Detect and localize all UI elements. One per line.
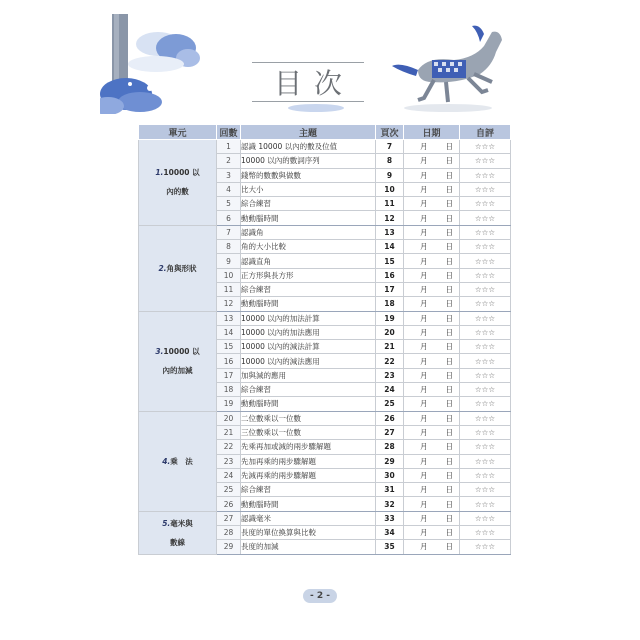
- day-label: 日: [445, 428, 453, 438]
- topic-cell: 先乘再加或減的兩步驟解題: [241, 440, 376, 454]
- day-label: 日: [445, 456, 453, 466]
- page-cell: 26: [376, 411, 404, 425]
- page-cell: 28: [376, 440, 404, 454]
- month-label: 月: [420, 199, 428, 209]
- day-label: 日: [445, 485, 453, 495]
- unit-cell: [139, 511, 217, 554]
- unit-name-line2: 內的數: [166, 187, 189, 197]
- unit-name-line2: 數線: [170, 537, 185, 547]
- topic-cell: 錢幣的數數與做數: [241, 168, 376, 182]
- session-number: 19: [217, 397, 241, 411]
- day-label: 日: [445, 342, 453, 352]
- day-label: 日: [445, 156, 453, 166]
- date-cell: [404, 425, 460, 439]
- month-label: 月: [420, 513, 428, 523]
- unit-number: 5.: [162, 518, 171, 528]
- self-rating-stars: ☆☆☆: [460, 354, 511, 368]
- month-label: 月: [420, 413, 428, 423]
- date-cell: [404, 140, 460, 154]
- session-number: 24: [217, 468, 241, 482]
- day-label: 日: [445, 513, 453, 523]
- month-label: 月: [420, 428, 428, 438]
- topic-cell: 先減再乘的兩步驟解題: [241, 468, 376, 482]
- date-cell: [404, 468, 460, 482]
- topic-cell: 10000 以內的加法應用: [241, 325, 376, 339]
- page-cell: 12: [376, 211, 404, 225]
- self-rating-stars: ☆☆☆: [460, 140, 511, 154]
- topic-cell: 綜合練習: [241, 282, 376, 296]
- session-number: 15: [217, 340, 241, 354]
- unit-number: 1.: [155, 168, 164, 178]
- date-cell: [404, 268, 460, 282]
- self-rating-stars: ☆☆☆: [460, 368, 511, 382]
- page-cell: 34: [376, 526, 404, 540]
- self-rating-stars: ☆☆☆: [460, 311, 511, 325]
- session-number: 8: [217, 240, 241, 254]
- date-cell: [404, 540, 460, 554]
- self-rating-stars: ☆☆☆: [460, 297, 511, 311]
- self-rating-stars: ☆☆☆: [460, 211, 511, 225]
- day-label: 日: [445, 299, 453, 309]
- page-cell: 31: [376, 483, 404, 497]
- topic-cell: 綜合練習: [241, 483, 376, 497]
- session-number: 25: [217, 483, 241, 497]
- topic-cell: 長度的加減: [241, 540, 376, 554]
- unit-name-line1: 角與形狀: [166, 263, 197, 273]
- month-label: 月: [420, 285, 428, 295]
- session-number: 28: [217, 526, 241, 540]
- session-number: 14: [217, 325, 241, 339]
- date-cell: [404, 225, 460, 239]
- date-cell: [404, 182, 460, 196]
- page-cell: 21: [376, 340, 404, 354]
- self-rating-stars: ☆☆☆: [460, 168, 511, 182]
- date-cell: [404, 254, 460, 268]
- session-number: 13: [217, 311, 241, 325]
- page-cell: 24: [376, 383, 404, 397]
- session-number: 3: [217, 168, 241, 182]
- topic-cell: 長度的單位換算與比較: [241, 526, 376, 540]
- day-label: 日: [445, 170, 453, 180]
- day-label: 日: [445, 385, 453, 395]
- topic-cell: 三位數乘以一位數: [241, 425, 376, 439]
- date-cell: [404, 211, 460, 225]
- month-label: 月: [420, 170, 428, 180]
- month-label: 月: [420, 370, 428, 380]
- header-topic: 主題: [241, 125, 376, 140]
- day-label: 日: [445, 328, 453, 337]
- date-cell: [404, 411, 460, 425]
- self-rating-stars: ☆☆☆: [460, 411, 511, 425]
- month-label: 月: [420, 528, 428, 538]
- date-cell: [404, 397, 460, 411]
- self-rating-stars: ☆☆☆: [460, 397, 511, 411]
- table-row: [139, 311, 511, 325]
- month-label: 月: [420, 142, 428, 152]
- page-cell: 9: [376, 168, 404, 182]
- date-cell: [404, 368, 460, 382]
- header-unit: 單元: [139, 125, 217, 140]
- month-label: 月: [420, 399, 428, 409]
- self-rating-stars: ☆☆☆: [460, 254, 511, 268]
- page-cell: 8: [376, 154, 404, 168]
- day-label: 日: [445, 270, 453, 280]
- date-cell: [404, 154, 460, 168]
- page-cell: 13: [376, 225, 404, 239]
- page-cell: 11: [376, 197, 404, 211]
- session-number: 1: [217, 140, 241, 154]
- day-label: 日: [445, 370, 453, 380]
- month-label: 月: [420, 328, 428, 337]
- page-cell: 22: [376, 354, 404, 368]
- day-label: 日: [445, 442, 453, 452]
- date-cell: [404, 354, 460, 368]
- session-number: 2: [217, 154, 241, 168]
- date-cell: [404, 497, 460, 511]
- session-number: 27: [217, 511, 241, 525]
- page-cell: 29: [376, 454, 404, 468]
- horse-illustration: [388, 22, 518, 114]
- unit-name-line1: 毫米與: [170, 518, 193, 528]
- topic-cell: 認識直角: [241, 254, 376, 268]
- day-label: 日: [445, 413, 453, 423]
- unit-cell: [139, 411, 217, 511]
- day-label: 日: [445, 213, 453, 223]
- topic-cell: 綜合練習: [241, 197, 376, 211]
- date-cell: [404, 511, 460, 525]
- month-label: 月: [420, 242, 428, 252]
- unit-cell: [139, 225, 217, 311]
- session-number: 26: [217, 497, 241, 511]
- session-number: 9: [217, 254, 241, 268]
- month-label: 月: [420, 185, 428, 195]
- table-row: [139, 511, 511, 525]
- topic-cell: 10000 以內的加法計算: [241, 311, 376, 325]
- toc-table: [138, 124, 511, 555]
- topic-cell: 動動腦時間: [241, 211, 376, 225]
- unit-number: 3.: [155, 347, 164, 357]
- page-number: - 2 -: [303, 589, 337, 603]
- session-number: 5: [217, 197, 241, 211]
- self-rating-stars: ☆☆☆: [460, 383, 511, 397]
- topic-cell: 10000 以內的數詞序列: [241, 154, 376, 168]
- topic-cell: 角的大小比較: [241, 240, 376, 254]
- month-label: 月: [420, 470, 428, 480]
- topic-cell: 先加再乘的兩步驟解題: [241, 454, 376, 468]
- page-cell: 19: [376, 311, 404, 325]
- day-label: 日: [445, 542, 453, 552]
- unit-number: 4.: [162, 456, 171, 466]
- self-rating-stars: ☆☆☆: [460, 540, 511, 554]
- self-rating-stars: ☆☆☆: [460, 440, 511, 454]
- table-row: [139, 225, 511, 239]
- day-label: 日: [445, 285, 453, 295]
- date-cell: [404, 383, 460, 397]
- day-label: 日: [445, 185, 453, 195]
- self-rating-stars: ☆☆☆: [460, 511, 511, 525]
- page-cell: 27: [376, 425, 404, 439]
- unit-cell: [139, 140, 217, 226]
- table-row: [139, 411, 511, 425]
- topic-cell: 正方形與長方形: [241, 268, 376, 282]
- month-label: 月: [420, 313, 428, 323]
- page-cell: 20: [376, 325, 404, 339]
- topic-cell: 10000 以內的減法計算: [241, 340, 376, 354]
- month-label: 月: [420, 270, 428, 280]
- session-number: 7: [217, 225, 241, 239]
- day-label: 日: [445, 356, 453, 366]
- day-label: 日: [445, 528, 453, 538]
- page-cell: 23: [376, 368, 404, 382]
- topic-cell: 動動腦時間: [241, 397, 376, 411]
- session-number: 11: [217, 282, 241, 296]
- session-number: 10: [217, 268, 241, 282]
- day-label: 日: [445, 256, 453, 266]
- header-page: 頁次: [376, 125, 404, 140]
- session-number: 21: [217, 425, 241, 439]
- date-cell: [404, 168, 460, 182]
- page-cell: 30: [376, 468, 404, 482]
- page-cell: 35: [376, 540, 404, 554]
- self-rating-stars: ☆☆☆: [460, 268, 511, 282]
- self-rating-stars: ☆☆☆: [460, 526, 511, 540]
- month-label: 月: [420, 156, 428, 166]
- topic-cell: 加與減的應用: [241, 368, 376, 382]
- date-cell: [404, 311, 460, 325]
- self-rating-stars: ☆☆☆: [460, 154, 511, 168]
- self-rating-stars: ☆☆☆: [460, 497, 511, 511]
- toc-header-row: [139, 125, 511, 140]
- session-number: 16: [217, 354, 241, 368]
- toc-body: [139, 140, 511, 555]
- date-cell: [404, 440, 460, 454]
- topic-cell: 10000 以內的減法應用: [241, 354, 376, 368]
- month-label: 月: [420, 256, 428, 266]
- self-rating-stars: ☆☆☆: [460, 483, 511, 497]
- unit-name-line1: 乘 法: [170, 456, 193, 466]
- self-rating-stars: ☆☆☆: [460, 454, 511, 468]
- date-cell: [404, 454, 460, 468]
- topic-cell: 動動腦時間: [241, 497, 376, 511]
- header-session: 回數: [217, 125, 241, 140]
- topic-cell: 比大小: [241, 182, 376, 196]
- topic-cell: 二位數乘以一位數: [241, 411, 376, 425]
- topic-cell: 綜合練習: [241, 383, 376, 397]
- page-cell: 14: [376, 240, 404, 254]
- month-label: 月: [420, 356, 428, 366]
- unit-name-line1: 10000 以: [163, 347, 200, 357]
- self-rating-stars: ☆☆☆: [460, 425, 511, 439]
- self-rating-stars: ☆☆☆: [460, 282, 511, 296]
- date-cell: [404, 282, 460, 296]
- month-label: 月: [420, 299, 428, 309]
- session-number: 22: [217, 440, 241, 454]
- session-number: 20: [217, 411, 241, 425]
- session-number: 12: [217, 297, 241, 311]
- page-cell: 33: [376, 511, 404, 525]
- header-date: 日期: [404, 125, 460, 140]
- page-cell: 15: [376, 254, 404, 268]
- date-cell: [404, 340, 460, 354]
- session-number: 23: [217, 454, 241, 468]
- month-label: 月: [420, 456, 428, 466]
- day-label: 日: [445, 242, 453, 252]
- page-cell: 18: [376, 297, 404, 311]
- self-rating-stars: ☆☆☆: [460, 197, 511, 211]
- month-label: 月: [420, 542, 428, 552]
- page-cell: 7: [376, 140, 404, 154]
- self-rating-stars: ☆☆☆: [460, 240, 511, 254]
- month-label: 月: [420, 227, 428, 237]
- self-rating-stars: ☆☆☆: [460, 225, 511, 239]
- page-title: 目次: [273, 67, 354, 100]
- date-cell: [404, 526, 460, 540]
- session-number: 4: [217, 182, 241, 196]
- page-cell: 16: [376, 268, 404, 282]
- day-label: 日: [445, 470, 453, 480]
- date-cell: [404, 240, 460, 254]
- day-label: 日: [445, 399, 453, 409]
- day-label: 日: [445, 142, 453, 152]
- month-label: 月: [420, 442, 428, 452]
- self-rating-stars: ☆☆☆: [460, 468, 511, 482]
- session-number: 6: [217, 211, 241, 225]
- month-label: 月: [420, 385, 428, 395]
- table-row: [139, 140, 511, 154]
- unit-name-line1: 10000 以: [163, 168, 200, 178]
- topic-cell: 認識毫米: [241, 511, 376, 525]
- day-label: 日: [445, 313, 453, 323]
- unit-number: 2.: [158, 263, 167, 273]
- day-label: 日: [445, 227, 453, 237]
- date-cell: [404, 197, 460, 211]
- tree-illustration: [100, 14, 210, 114]
- month-label: 月: [420, 213, 428, 223]
- session-number: 18: [217, 383, 241, 397]
- date-cell: [404, 483, 460, 497]
- session-number: 29: [217, 540, 241, 554]
- unit-cell: [139, 311, 217, 411]
- session-number: 17: [217, 368, 241, 382]
- day-label: 日: [445, 199, 453, 209]
- month-label: 月: [420, 342, 428, 352]
- unit-name-line2: 內的加減: [162, 366, 193, 376]
- self-rating-stars: ☆☆☆: [460, 340, 511, 354]
- page-cell: 32: [376, 497, 404, 511]
- day-label: 日: [445, 499, 453, 509]
- self-rating-stars: ☆☆☆: [460, 182, 511, 196]
- month-label: 月: [420, 485, 428, 495]
- self-rating-stars: ☆☆☆: [460, 325, 511, 339]
- page-title-box: [252, 62, 364, 102]
- page-cell: 10: [376, 182, 404, 196]
- topic-cell: 認識角: [241, 225, 376, 239]
- page-cell: 17: [376, 282, 404, 296]
- page-cell: 25: [376, 397, 404, 411]
- header-self-rating: 自評: [460, 125, 511, 140]
- topic-cell: 動動腦時間: [241, 297, 376, 311]
- month-label: 月: [420, 499, 428, 509]
- topic-cell: 認識 10000 以內的數及位值: [241, 140, 376, 154]
- date-cell: [404, 325, 460, 339]
- date-cell: [404, 297, 460, 311]
